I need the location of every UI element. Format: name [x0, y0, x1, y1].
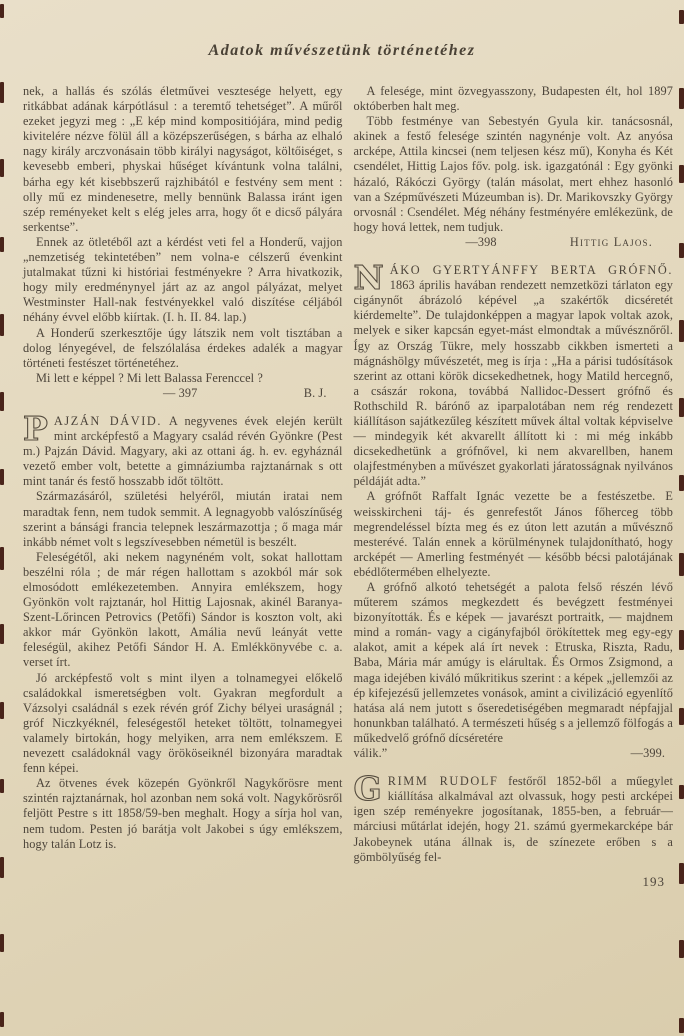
page-edge-mark	[679, 630, 684, 650]
page-edge-mark	[679, 320, 684, 342]
section-pajzan-david	[23, 408, 343, 852]
page-edge-mark	[0, 237, 4, 252]
dropcap-initial: G	[353, 769, 382, 809]
paragraph: A Honderű szerkesztője úgy látszik nem volt tisztában a dolog lényegével, de felszólalása érdekes adalék a magyar történeti festészet történetéhez.	[23, 325, 343, 370]
page-edge-mark	[0, 314, 4, 336]
paragraph: Származásáról, születési helyéről, miután iratai nem maradtak fenn, nem tudok semmit. A legnagyobb valószínűség szerint a bánsági francia telepnek leszármazottja ; ő maga már inkább német volt s legszívesebben németül is beszélt.	[23, 489, 343, 549]
article-number: — 397	[163, 385, 198, 400]
article-signature	[354, 235, 674, 250]
section-title: RIMM RUDOLF	[387, 774, 499, 789]
page-edge-mark	[0, 1012, 4, 1027]
author-name: Hittig Lajos.	[569, 234, 653, 249]
right-column	[354, 84, 674, 889]
page-edge-mark	[0, 934, 4, 952]
page-edge-mark	[679, 10, 684, 24]
page-edge-mark	[679, 785, 684, 799]
section-nako-gyertyanffy	[353, 258, 674, 761]
page-edge-mark	[0, 857, 4, 878]
paragraph: Több festménye van Sebestyén Gyula kir. tanácsosnál, akinek a festő felesége szintén nagynénje volt. Az anyósa arcképe, Attila kincsei (nem teljesen kész mű), Konyha és Két csendélet, Hittig Lajos főv. polg. isk. igazgatónál : Egy gyönki házaló, Rákóczi György (talán másolat, mert ehhez hasonló van a Szépművészeti Múzeumban is). Dr. Marikovszky György orvosnál : Csendélet. Még néhány festményére emlékezünk, de hogy hová lettek, nem tudjuk.	[353, 114, 673, 234]
section-first-paragraph	[353, 258, 674, 489]
page-edge-mark	[0, 159, 4, 177]
paragraph: A grófnő alkotó tehetségét a palota felső részén lévő műterem számos megkezdett és bevégzett festményei bizonyították. És e képek — javarészt portraitk, — majdnem mind a román- vagy a cigányfajból örökítettek meg egy-egy alakot, amit a képek alá írt nevek : Etruska, Riszta, Radu, Baba, Mária már amúgy is elárultak. És Ormos Zsigmond, a maga idejében kiváló műkritikus szerint : a képek „jellemzői az ép kifejezésű jellemzetes vonások, amint a civilizáció egyenlítő hatása alá nem jutott s őseredetiségében megmaradt népfajjal honunkban található. A természeti hűség s a jellemző fölfogás a műkedvelő grófnő dícséretére	[353, 580, 673, 745]
page-number: 193	[642, 873, 665, 889]
page-edge-mark	[0, 779, 4, 793]
page-edge-mark	[679, 940, 684, 958]
section-title: AJZÁN DÁVID.	[53, 413, 163, 428]
paragraph: Ennek az ötletéből azt a kérdést veti fel a Honderű, vajjon „nemzetiség tekintetében” nem volna-e célszerű évenkint jutalmakat tűzni ki históriai festményekre ? Arra hivatkozik, hogy mily eredménynyel járt az az angol pályázat, melyet Westminster Hall-nak festvényekkel való diszítése céljából néhány évvel előbb kiírtak. (I. h. II. 84. lap.)	[23, 234, 343, 325]
section-first-paragraph	[353, 769, 674, 865]
page-edge-mark	[0, 624, 4, 644]
left-column	[23, 84, 343, 889]
paragraph: A grófnőt Raffalt Ignác vezette be a festészetbe. E weisskircheni táj- és genrefestőt János főherceg több megrendeléssel bízta meg és ez úton lett azután a művésznő mesterévé. Talán ennek a körülménynek tulajdonítható, hogy arcképét — Amerling festményét — később bécsi palotájának ebédlőtermében elhelyezte.	[353, 489, 673, 579]
paragraph: Jó arcképfestő volt s mint ilyen a tolnamegyei előkelő családokkal ismeretségben volt. Gyakran megfordult a Vázsolyi családnál s ezek révén gróf Zichy bélyei uraságnál ; gróf Niczkyéknél, feleségestől heteket töltött, tolnamegyei valamely birtokán, hogy melyiken, arra nem emlékszem. E nevezett családoknál vagy örököseiknél bizonyára maradtak fenn képei.	[23, 670, 343, 776]
article-number: —399.	[630, 746, 665, 761]
paragraph-text: festőről 1852-ből a műegylet kiállítása alkalmával azt olvassuk, hogy pesti arcképei igen szép reményekre jogosítanak, 1855-ben, a február—márciusi műtárlat idején, hogy 21. számú gyermekarcképe bár Jakobeynek utána állnak is, de színezete erőben s a gömbölyűség fel-	[353, 774, 673, 864]
page-edge-mark	[0, 82, 4, 103]
article-number: —398	[465, 234, 497, 249]
page-edge-mark	[0, 547, 4, 570]
page-edge-mark	[679, 398, 684, 417]
author-initials: B. J.	[303, 385, 327, 400]
paragraph-question: Mi lett e képpel ? Mi lett Balassa Ferenccel ?	[36, 370, 263, 385]
dropcap-initial: N	[353, 258, 384, 298]
text-columns	[0, 60, 684, 889]
paragraph: Az ötvenes évek közepén Gyönkről Nagykőrösre ment szintén rajztanárnak, hol azonban nem soká volt. Nagykőrösről feljött Pestre s itt 1858/59-ben meghalt. Hogy a sírja hol van, nem tudom. Pesten jó barátja volt Jakobei s úgy emlékszem, hogy talán Lotz is.	[23, 776, 343, 851]
page-edge-mark	[679, 553, 684, 576]
paragraph-continuation: nek, a hallás és szólás életművei vesztesége helyett, egy ritkábbat adának kárpótlásul : a teremtő tehetséget”. A műről ezeket jegyzi meg : „E kép mind kompositiójára, mind pedig kivitelére nézve fölül áll a középszerűségen, s bárha az elhaló nagy király arczvonásain több királyi nagyságot, költőiséget, s kevesebb emberi, physkai hűséget kívántunk volna találni, bárha egy két kisebbszerű rajzhibától e festvény sem ment : olly mű ez mindenesetre, melly bennünk Balassa iránt igen szép reményeket kelt s elég jeles arra, hogy őt e dicső pályára serkentse”.	[23, 84, 343, 234]
page-edge-mark	[0, 702, 4, 719]
page-edge-mark	[0, 392, 4, 411]
paragraph: Feleségétől, aki nekem nagynéném volt, sokat hallottam beszélni róla ; de már régen hallottam s azokból már sok elmosódott emlékezetemben. Annyira emlékszem, hogy Gyönkön volt rajztanár, hol Hittig Lajosnak, akinél Baranya-Szent-Lőrincen Petrovics (Petőfi) Sándor is koszton volt, aki akkor már Gyönkön lakott, Amália nevű leányát vette feleségül, akihez Petőfi Sándor H. A. Emlékkönyvébe c. a. verset írt.	[23, 549, 343, 670]
page-edge-mark	[679, 708, 684, 725]
section-grimm-rudolf	[353, 769, 674, 865]
page-edge-mark	[679, 243, 684, 258]
page-edge-mark	[679, 475, 684, 491]
paragraph-text: A negyvenes évek elején került mint arcképfestő a Magyary család révén Gyönkre (Pest m.) Pajzán Dávid. Magyary, aki az ottani ág. h. ev. egyháznál vezető ember volt, betette a gimnáziumba rajztanárnak s ott mint tanár és festő hosszabb időt töltött.	[23, 413, 343, 489]
dropcap-initial: P	[23, 408, 48, 448]
section-title: ÁKO GYERTYÁNFFY BERTA GRÓFNŐ.	[389, 263, 673, 278]
section-first-paragraph	[23, 408, 343, 489]
page-edge-mark	[679, 88, 684, 109]
article-signature	[354, 746, 674, 761]
page-edge-mark	[679, 863, 684, 884]
paragraph-last-words: válik.”	[353, 746, 388, 761]
page-edge-mark	[0, 469, 4, 485]
article-signature	[23, 386, 343, 401]
page-edge-mark	[0, 4, 4, 18]
running-header: Adatok művészetünk történetéhez	[208, 42, 476, 59]
paragraph-text: 1863 április havában rendezett nemzetközi tárlaton egy cigánynőt ábrázoló képével „a szakértők dicséretét kiérdemelte”. De tulajdonképpen a magyar lapok voltak azok, melyek e siker kapcsán egyet-mást elmondtak a művésznőről. Így az Ország Tükre, mely hosszabb cikkben ismerteti a mágnáshölgy művészetét, meg is írja : „Ha a párisi tudósítások szerint az ottani körök dicsekedhetnek, hogy Matild hercegnő, a császár rokona, továbbá Nallidoc-Dessert grófnő és Rothschild R. bárónő az iparpalotában nem rég rendezett kiállításon sajátkezűleg készített művek által voltak képviselve — mindegyik két akvarellt állított ki : mi még inkább dicsekedhetünk a grófnővel, ki nem akvarellben, hanem olajfestményben a művészet gyakorlati járatosságnak nyilvános példáját adta.”	[353, 278, 673, 489]
page-edge-mark	[679, 1018, 684, 1033]
page-edge-mark	[679, 165, 684, 183]
paragraph: A felesége, mint özvegyasszony, Budapesten élt, hol 1897 októberben halt meg.	[353, 84, 673, 114]
